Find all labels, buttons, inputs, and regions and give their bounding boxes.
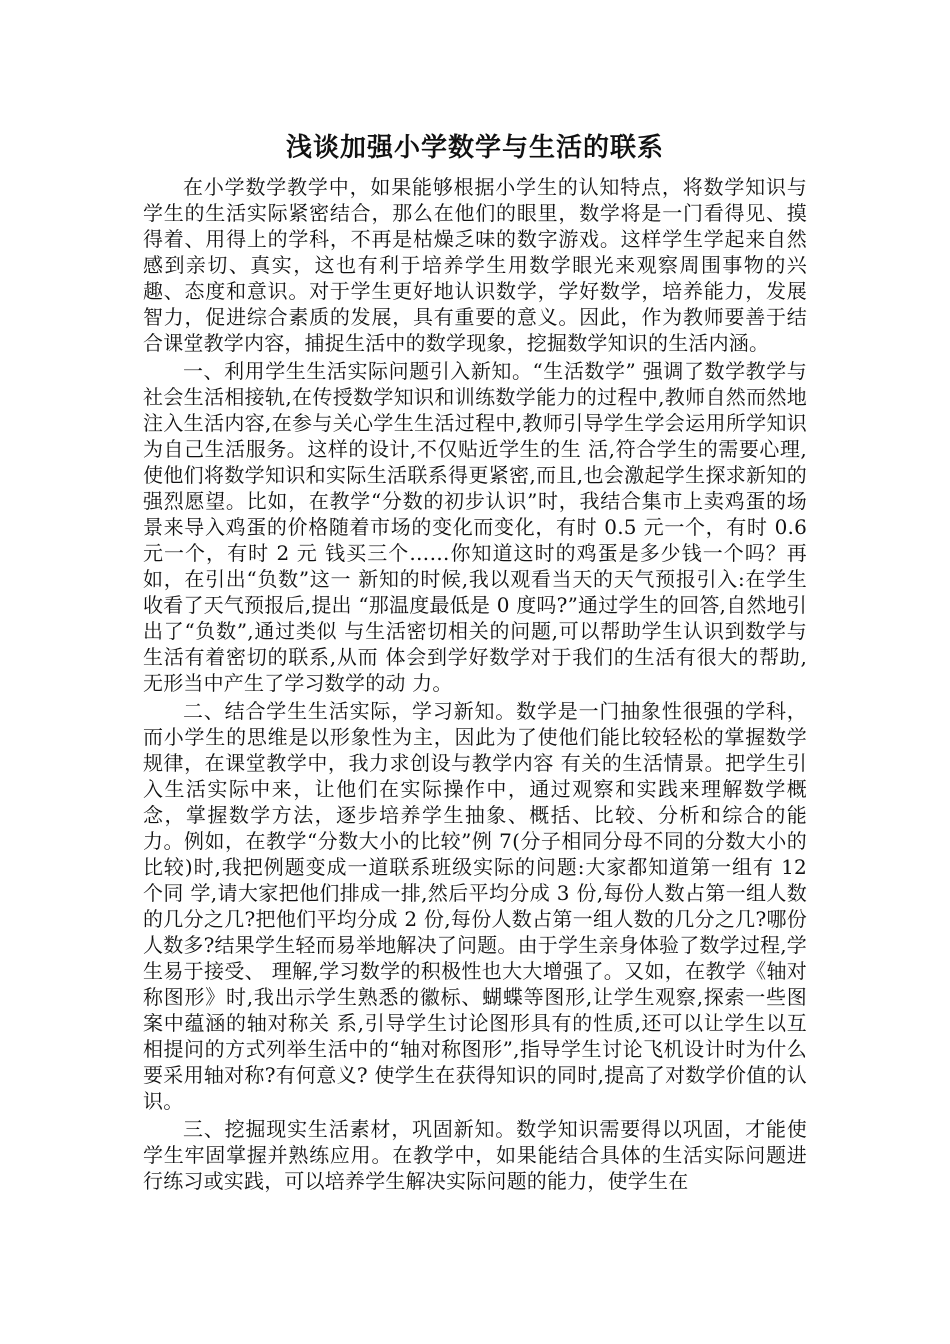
paragraph-section-1: 一、利用学生生活实际问题引入新知。“生活数学” 强调了数学教学与社会生活相接轨,在传授数学知识和训练数学能力的过程中,教师自然而然地注入生活内容,在参与关心学生生活过程中,教师引导学生学会运用所学知识为自己生活服务。这样的设计,不仅贴近学生的生 活,符合学生的需要心理,使他们将数学知识和实际生活联系得更紧密,而且,也会激起学生探求新知的强烈愿望。比如，在教学“分数的初步认识”时，我结合集市上卖鸡蛋的场景来导入鸡蛋的价格随着市场的变化而变化，有时 0.5 元一个，有时 0.6 元一个，有时 2 元 钱买三个……你知道这时的鸡蛋是多少钱一个吗？再如，在引出“负数”这一 新知的时候,我以观看当天的天气预报引入:在学生收看了天气预报后,提出 “那温度最低是 0 度吗?”通过学生的回答,自然地引出了“负数”,通过类似 与生活密切相关的问题,可以帮助学生认识到数学与生活有着密切的联系,从而 体会到学好数学对于我们的生活有很大的帮助,无形当中产生了学习数学的动 力。 (143, 359, 807, 695)
document-title: 浅谈加强小学数学与生活的联系 (285, 133, 664, 163)
document-content (143, 128, 807, 1194)
paragraph-section-3: 三、挖掘现实生活素材，巩固新知。数学知识需要得以巩固，才能使学生牢固掌握并熟练应用。在教学中，如果能结合具体的生活实际问题进行练习或实践，可以培养学生解决实际问题的能力，使学生在 (143, 1117, 807, 1193)
paragraph-section-2: 二、结合学生生活实际，学习新知。数学是一门抽象性很强的学科，而小学生的思维是以形象性为主，因此为了使他们能比较轻松的掌握数学规律，在课堂教学中，我力求创设与教学内容 有关的生活情景。把学生引入生活实际中来，让他们在实际操作中，通过观察和实践来理解数学概念，掌握数学方法，逐步培养学生抽象、概括、比较、分析和综合的能力。例如，在教学“分数大小的比较”例 7(分子相同分母不同的分数大小的比较)时,我把例题变成一道联系班级实际的问题:大家都知道第一组有 12 个同 学,请大家把他们排成一排,然后平均分成 3 份,每份人数占第一组人数的几分之几?把他们平均分成 2 份,每份人数占第一组人数的几分之几?哪份人数多?结果学生轻而易举地解决了问题。由于学生亲身体验了数学过程,学生易于接受、 理解,学习数学的积极性也大大增强了。又如，在教学《轴对称图形》时,我出示学生熟悉的徽标、蝴蝶等图形,让学生观察,探索一些图案中蕴涵的轴对称关 系,引导学生讨论图形具有的性质,还可以让学生以互相提问的方式列举生活中的“轴对称图形”,指导学生讨论飞机设计时为什么要采用轴对称?有何意义? 使学生在获得知识的同时,提高了对数学价值的认识。 (143, 699, 807, 1113)
paragraph-intro: 在小学数学教学中，如果能够根据小学生的认知特点，将数学知识与学生的生活实际紧密结合，那么在他们的眼里，数学将是一门看得见、摸得着、用得上的学科，不再是枯燥乏味的数字游戏。这样学生学起来自然感到亲切、真实，这也有利于培养学生用数学眼光来观察周围事物的兴趣、态度和意识。对于学生更好地认识数学，学好数学，培养能力，发展智力，促进综合素质的发展，具有重要的意义。因此，作为教师要善于结合课堂教学内容，捕捉生活中的数学现象，挖掘数学知识的生活内涵。 (143, 175, 807, 355)
